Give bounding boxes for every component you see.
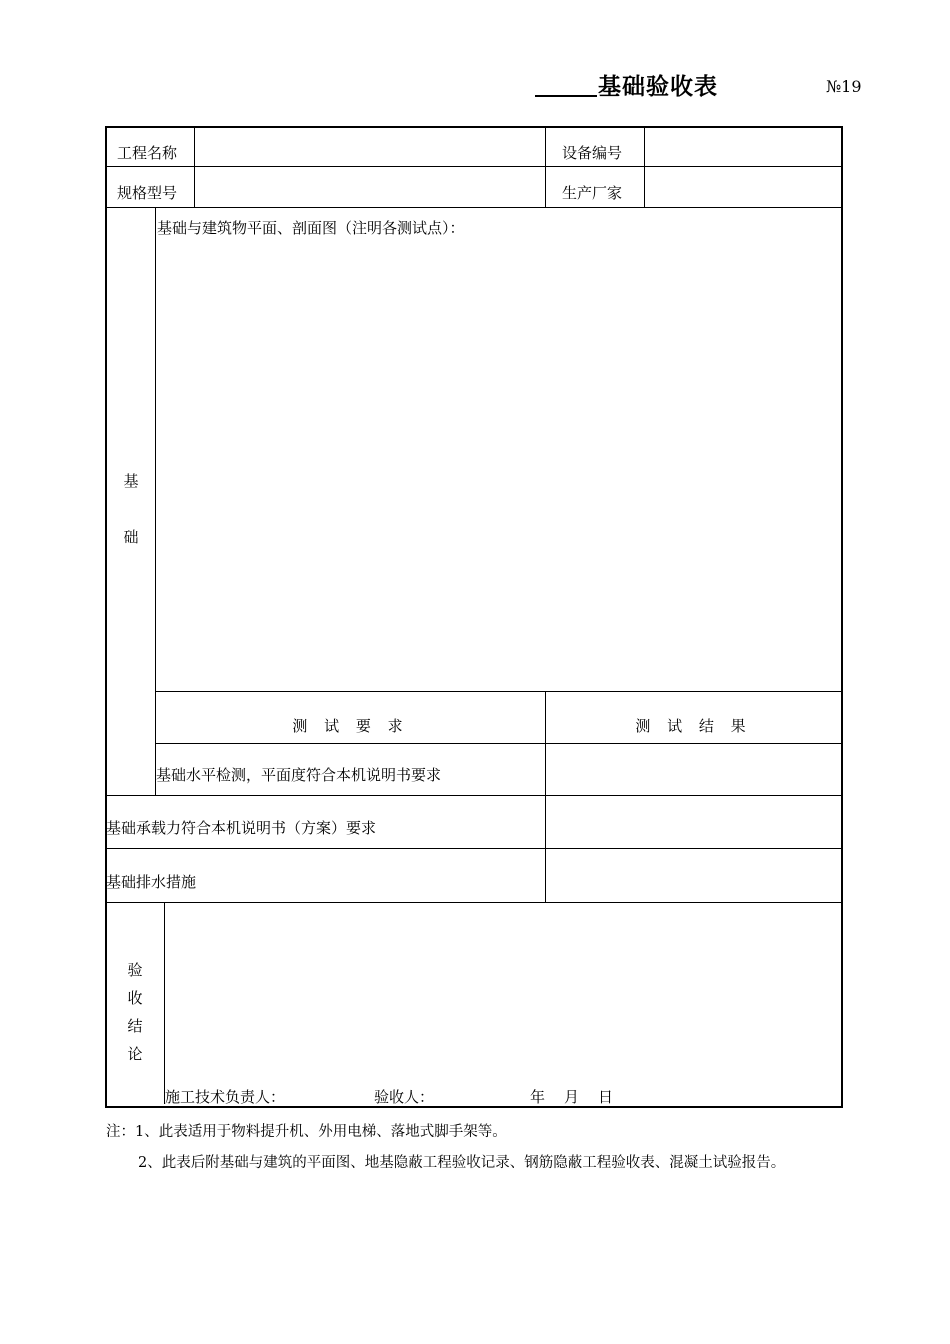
col-divider: [545, 127, 546, 207]
construction-lead-label: 施工技术负责人：: [165, 1088, 286, 1106]
model-field[interactable]: [196, 168, 544, 206]
test-requirement-header: 测 试 要 求: [292, 717, 409, 735]
row-divider: [106, 166, 842, 167]
date-year: 年: [530, 1088, 546, 1106]
row-divider: [106, 207, 842, 208]
acceptor-label: 验收人：: [374, 1088, 435, 1106]
row-divider: [106, 795, 842, 796]
conclusion-area[interactable]: [166, 904, 840, 1079]
requirement-level: 基础水平检测，平面度符合本机说明书要求: [156, 766, 442, 784]
conclusion-side-label-1: 验: [127, 961, 143, 979]
page-title: 基础验收表: [598, 74, 718, 100]
conclusion-side-label-4: 论: [127, 1045, 143, 1063]
conclusion-side-label-2: 收: [127, 989, 143, 1007]
result-bearing-field[interactable]: [547, 797, 840, 847]
equipment-no-field[interactable]: [646, 128, 840, 165]
date-month: 月: [564, 1088, 580, 1106]
col-divider: [644, 127, 645, 207]
col-divider: [194, 127, 195, 207]
note-1: 注：1、此表适用于物料提升机、外用电梯、落地式脚手架等。: [106, 1124, 507, 1140]
result-drainage-field[interactable]: [547, 850, 840, 901]
row-divider: [155, 691, 842, 692]
requirement-drainage: 基础排水措施: [106, 873, 197, 891]
row-divider: [106, 902, 842, 903]
conclusion-side-label-3: 结: [127, 1017, 143, 1035]
test-result-header: 测 试 结 果: [635, 717, 752, 735]
equipment-no-label: 设备编号: [562, 144, 623, 162]
row-divider: [106, 848, 842, 849]
drawing-area[interactable]: [157, 242, 839, 688]
drawing-label: 基础与建筑物平面、剖面图（注明各测试点）：: [157, 219, 465, 237]
col-divider: [155, 207, 156, 795]
row-divider: [155, 743, 842, 744]
col-divider: [164, 902, 165, 1104]
manufacturer-label: 生产厂家: [562, 184, 623, 202]
foundation-side-label-1: 基: [123, 472, 139, 490]
date-day: 日: [598, 1088, 614, 1106]
model-label: 规格型号: [117, 184, 178, 202]
requirement-bearing: 基础承载力符合本机说明书（方案）要求: [106, 819, 377, 837]
project-name-label: 工程名称: [117, 144, 178, 162]
document-number: №19: [826, 77, 862, 96]
foundation-side-label-2: 础: [123, 528, 139, 546]
manufacturer-field[interactable]: [646, 168, 840, 206]
note-2: 2、此表后附基础与建筑的平面图、地基隐蔽工程验收记录、钢筋隐蔽工程验收表、混凝土试验报告。: [138, 1155, 786, 1171]
result-level-field[interactable]: [547, 745, 840, 794]
project-name-field[interactable]: [196, 128, 544, 165]
title-prefix-blank: [535, 95, 597, 97]
